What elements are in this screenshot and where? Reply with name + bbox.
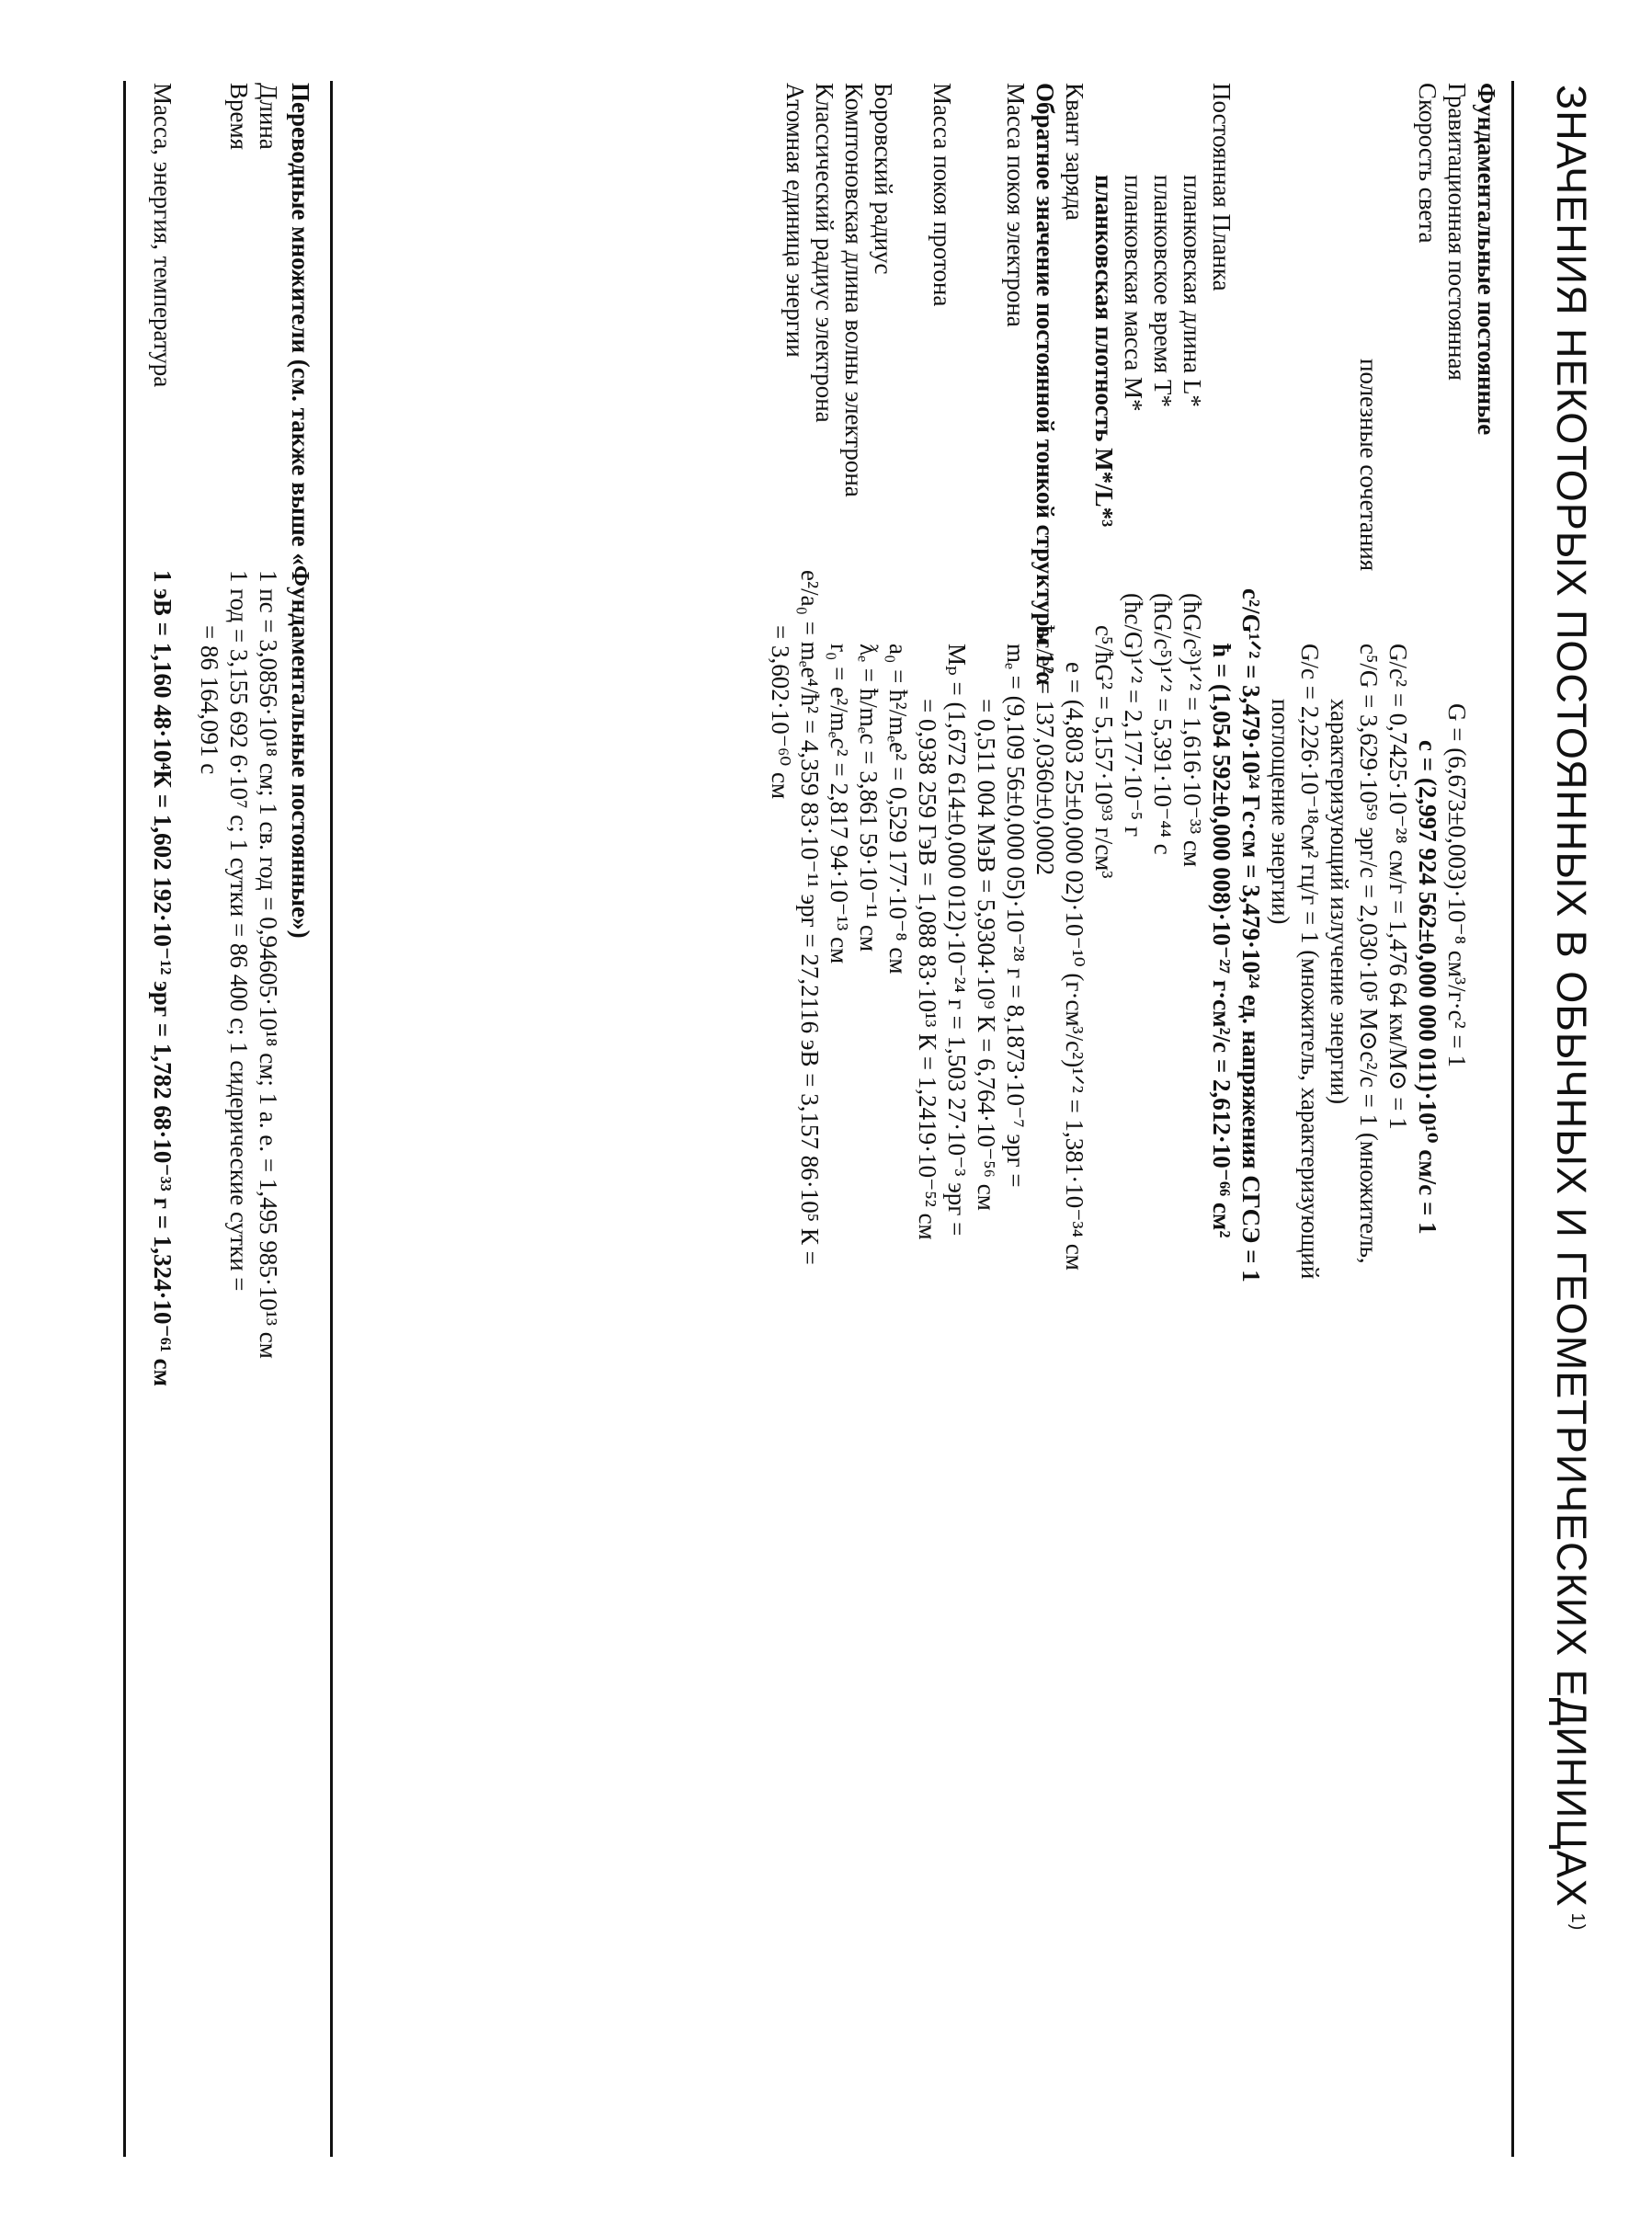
value-g-over-c-note: поглощение энергии) bbox=[1267, 699, 1294, 925]
section-heading-conversion: Переводные множители (см. также выше «Фундаментальные постоянные») bbox=[287, 83, 314, 939]
value-g-over-c: G/c = 2,226·10⁻¹⁸см² гц/г = 1 (множитель, характеризующий bbox=[1296, 644, 1324, 1280]
label-gravitational: Гравитационная постоянная bbox=[1443, 83, 1471, 381]
label-electron-mass: Масса покоя электрона bbox=[1002, 83, 1030, 327]
top-rule bbox=[1511, 81, 1514, 2157]
label-planck-constant: Постоянная Планка bbox=[1208, 83, 1236, 291]
label-speed-of-light: Скорость света bbox=[1414, 83, 1441, 244]
section-heading-fundamental: Фундаментальные постоянные bbox=[1473, 83, 1500, 436]
value-charge-quantum: e = (4,803 25±0,000 02)·10⁻¹⁰ (г·см³/с²)¹ᐟ² = 1,381·10⁻³⁴ см bbox=[1061, 662, 1088, 1271]
label-useful-combinations: полезные сочетания bbox=[1355, 359, 1383, 572]
label-bohr-radius: Боровский радиус bbox=[870, 83, 897, 275]
value-c5-over-g-note: характеризующий излучение энергии) bbox=[1326, 699, 1353, 1105]
value-gravitational: G = (6,673±0,003)·10⁻⁸ см³/г·с² = 1 bbox=[1443, 703, 1471, 1067]
title-footnote-mark: 1) bbox=[1567, 1912, 1588, 1932]
label-atomic-energy-unit: Атомная единица энергии bbox=[781, 83, 809, 358]
label-time: Время bbox=[225, 83, 253, 150]
value-proton-mass-cont: = 0,938 259 ГэВ = 1,088 83·10¹³ К = 1,2419·10⁻⁵² см bbox=[914, 699, 941, 1240]
value-c5-over-g: c⁵/G = 3,629·10⁵⁹ эрг/с = 2,030·10⁵ M⊙c²/с = 1 (множитель, bbox=[1355, 644, 1383, 1264]
value-planck-constant: ħ = (1,054 592±0,000 008)·10⁻²⁷ г·см²/с = 2,612·10⁻⁶⁶ см² bbox=[1208, 644, 1236, 1238]
page-title bbox=[1547, 85, 1595, 1931]
label-charge-quantum: Квант заряда bbox=[1061, 83, 1088, 221]
value-time: 1 год = 3,155 692 6·10⁷ с; 1 сутки = 86 400 с; 1 сидерические сутки = bbox=[225, 570, 253, 1292]
value-g-over-c2: G/c² = 0,7425·10⁻²⁸ см/г = 1,476 64 км/M⊙ = 1 bbox=[1384, 644, 1412, 1130]
middle-rule bbox=[330, 81, 333, 2157]
label-length: Длина bbox=[255, 83, 282, 150]
label-mass-energy-temperature: Масса, энергия, температура bbox=[149, 83, 177, 388]
value-atomic-energy-unit-cont: = 3,602·10⁻⁶⁰ см bbox=[767, 625, 794, 800]
value-fine-structure: ħc/e² = 137,0360±0,0002 bbox=[1031, 625, 1059, 876]
value-atomic-energy-unit: e²/a₀ = mₑe⁴/ħ² = 4,359 83·10⁻¹¹ эрг = 27,2116 эВ = 3,157 86·10⁵ К = bbox=[796, 570, 824, 1265]
value-planck-mass: (ħc/G)¹ᐟ² = 2,177·10⁻⁵ г bbox=[1120, 593, 1147, 838]
value-time-cont: = 86 164,091 с bbox=[196, 625, 223, 775]
label-proton-mass: Масса покоя протона bbox=[929, 83, 956, 307]
value-planck-time: (ħG/c⁵)¹ᐟ² = 5,391·10⁻⁴⁴ с bbox=[1149, 593, 1177, 855]
label-compton-wavelength: Комптоновская длина волны электрона bbox=[840, 83, 868, 497]
value-bohr-radius: a₀ = ħ²/mₑe² = 0,529 177·10⁻⁸ см bbox=[884, 644, 912, 975]
value-c2-over-sqrt-g: c²/G¹ᐟ² = 3,479·10²⁴ Гс·см = 3,479·10²⁴ ед. напряжения СГСЭ = 1 bbox=[1237, 588, 1265, 1282]
label-planck-mass: планковская масса M* bbox=[1120, 175, 1147, 412]
page-title-text: ЗНАЧЕНИЯ НЕКОТОРЫХ ПОСТОЯННЫХ В ОБЫЧНЫХ И ГЕОМЕТРИЧЕСКИХ ЕДИНИЦАХ bbox=[1548, 85, 1595, 1908]
value-length: 1 пс = 3,0856·10¹⁸ см; 1 св. год = 0,94605·10¹⁸ см; 1 а. е. = 1,495 985·10¹³ см bbox=[255, 570, 282, 1359]
label-planck-length: планковская длина L* bbox=[1179, 175, 1206, 407]
value-speed-of-light: c = (2,997 924 562±0,000 000 011)·10¹⁰ см/с = 1 bbox=[1414, 740, 1441, 1235]
value-compton-wavelength: ƛₑ = ħ/mₑc = 3,861 59·10⁻¹¹ см bbox=[855, 644, 883, 952]
label-fine-structure: Обратное значение постоянной тонкой структуры 1/α bbox=[1031, 83, 1059, 686]
value-electron-mass: mₑ = (9,109 56±0,000 05)·10⁻²⁸ г = 8,1873·10⁻⁷ эрг = bbox=[1002, 644, 1030, 1188]
value-electron-mass-cont: = 0,511 004 МэВ = 5,9304·10⁹ К = 6,764·10⁻⁵⁶ см bbox=[973, 699, 1000, 1211]
label-planck-density: планковская плотность M*/L*³ bbox=[1090, 175, 1118, 528]
value-planck-density: c⁵/ħG² = 5,157·10⁹³ г/см³ bbox=[1090, 625, 1118, 879]
label-planck-time: планковское время T* bbox=[1149, 175, 1177, 407]
value-planck-length: (ħG/c³)¹ᐟ² = 1,616·10⁻³³ см bbox=[1179, 593, 1206, 867]
bottom-rule bbox=[123, 81, 126, 2157]
value-mass-energy-temperature: 1 эВ = 1,160 48·10⁴К = 1,602 192·10⁻¹² эрг = 1,782 68·10⁻³³ г = 1,324·10⁻⁶¹ см bbox=[149, 570, 177, 1387]
value-proton-mass: Mₚ = (1,672 614±0,000 012)·10⁻²⁴ г = 1,503 27·10⁻³ эрг = bbox=[943, 644, 971, 1237]
value-classical-radius: r₀ = e²/mₑc² = 2,817 94·10⁻¹³ см bbox=[826, 644, 853, 964]
label-classical-radius: Классический радиус электрона bbox=[811, 83, 838, 423]
